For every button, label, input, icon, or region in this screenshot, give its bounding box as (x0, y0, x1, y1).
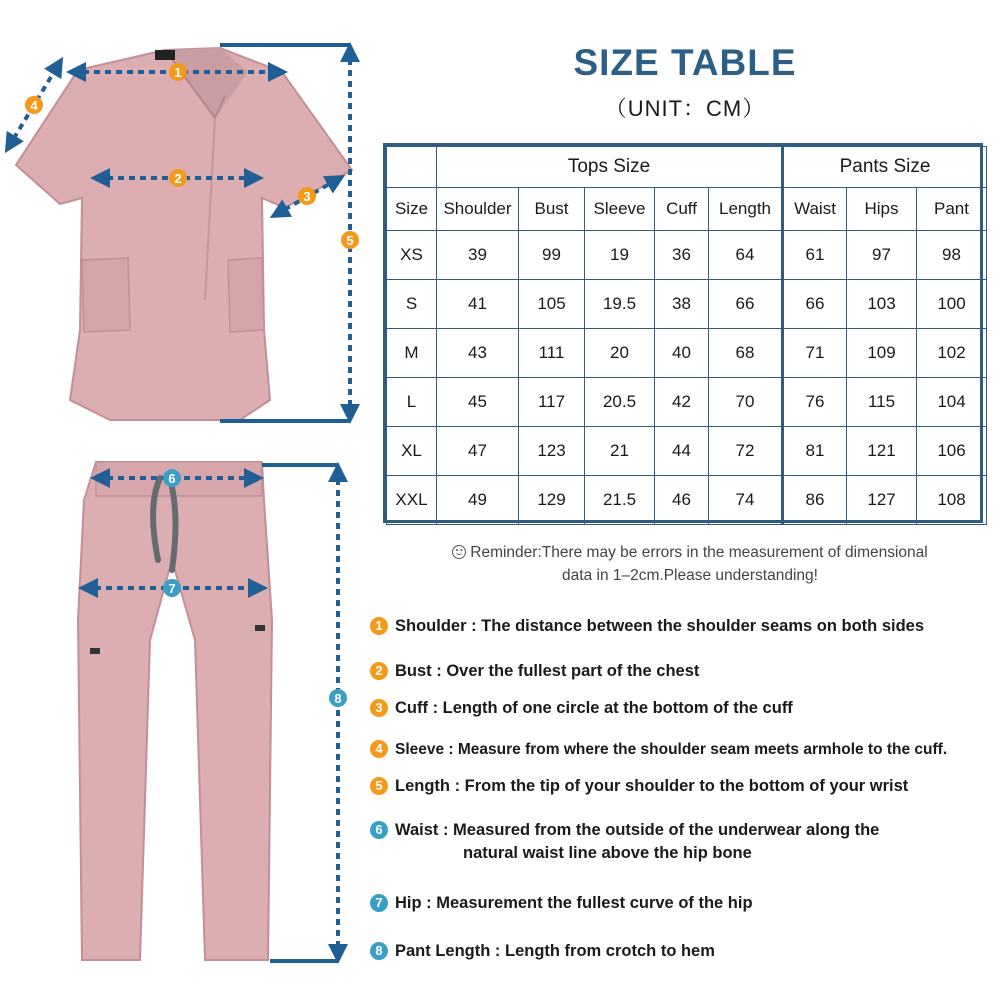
marker-7 (163, 579, 181, 597)
pants-size-header: Pants Size (783, 147, 987, 188)
legend-item-bust (370, 662, 699, 681)
svg-text:8: 8 (334, 691, 342, 706)
table-cell: 42 (655, 378, 709, 427)
legend-text: Bust : Over the fullest part of the chest (395, 662, 700, 680)
table-group-header-row (387, 147, 987, 188)
table-row (387, 378, 987, 427)
table-cell: 19 (585, 231, 655, 280)
table-cell: 129 (519, 476, 585, 525)
table-cell: 123 (519, 427, 585, 476)
table-cell: 44 (655, 427, 709, 476)
table-cell: 66 (783, 280, 847, 329)
legend-text: Cuff : Length of one circle at the bottom of the cuff (395, 699, 793, 717)
table-row (387, 476, 987, 525)
table-cell: 20.5 (585, 378, 655, 427)
table-row (387, 280, 987, 329)
number-badge-icon: 1 (370, 617, 388, 635)
table-row (387, 329, 987, 378)
table-cell: 104 (917, 378, 987, 427)
table-cell: XS (387, 231, 437, 280)
table-cell: 71 (783, 329, 847, 378)
table-cell: 20 (585, 329, 655, 378)
smiley-icon (452, 545, 466, 559)
table-cell: XXL (387, 476, 437, 525)
svg-text:3: 3 (303, 189, 311, 204)
number-badge-icon: 5 (370, 777, 388, 795)
table-cell: 98 (917, 231, 987, 280)
table-cell: 21 (585, 427, 655, 476)
number-badge-icon: 3 (370, 699, 388, 717)
table-cell: 115 (847, 378, 917, 427)
col-header: Pant (917, 188, 987, 231)
col-header: Hips (847, 188, 917, 231)
table-cell: 19.5 (585, 280, 655, 329)
svg-text:4: 4 (30, 98, 38, 113)
col-header: Size (387, 188, 437, 231)
table-cell: 74 (709, 476, 783, 525)
table-cell: 39 (437, 231, 519, 280)
col-header: Shoulder (437, 188, 519, 231)
table-cell: 47 (437, 427, 519, 476)
table-cell: 49 (437, 476, 519, 525)
col-header: Length (709, 188, 783, 231)
scrub-pants-illustration (78, 462, 272, 960)
corner-cell (387, 147, 437, 188)
col-header: Waist (783, 188, 847, 231)
legend-item-sleeve (370, 740, 947, 759)
table-cell: M (387, 329, 437, 378)
table-cell: 66 (709, 280, 783, 329)
table-cell: 105 (519, 280, 585, 329)
table-cell: 64 (709, 231, 783, 280)
number-badge-icon: 6 (370, 821, 388, 839)
col-header: Bust (519, 188, 585, 231)
legend-text: Waist : Measured from the outside of the underwear along the (395, 821, 880, 839)
table-cell: L (387, 378, 437, 427)
unit-label: （UNIT：CM） (604, 96, 766, 121)
legend-item-shoulder (370, 617, 924, 636)
legend-text: Length : From the tip of your shoulder to the bottom of your wrist (395, 777, 909, 795)
size-table (383, 143, 983, 523)
tops-size-header: Tops Size (437, 147, 783, 188)
table-cell: 41 (437, 280, 519, 329)
table-cell: 97 (847, 231, 917, 280)
table-cell: 109 (847, 329, 917, 378)
legend-item-hip (370, 894, 753, 913)
table-cell: 127 (847, 476, 917, 525)
table-cell: 81 (783, 427, 847, 476)
col-header: Cuff (655, 188, 709, 231)
table-cell: 106 (917, 427, 987, 476)
table-cell: 70 (709, 378, 783, 427)
reminder-note (400, 541, 980, 587)
table-cell: 46 (655, 476, 709, 525)
table-cell: 61 (783, 231, 847, 280)
number-badge-icon: 2 (370, 662, 388, 680)
col-header: Sleeve (585, 188, 655, 231)
marker-2 (169, 169, 187, 187)
svg-text:6: 6 (168, 471, 176, 486)
garment-illustration (0, 0, 380, 1000)
table-cell: 121 (847, 427, 917, 476)
legend-item-waist (370, 821, 879, 840)
svg-text:2: 2 (174, 171, 182, 186)
table-cell: S (387, 280, 437, 329)
table-cell: 72 (709, 427, 783, 476)
table-cell: XL (387, 427, 437, 476)
table-cell: 36 (655, 231, 709, 280)
legend-text: Hip : Measurement the fullest curve of the hip (395, 894, 753, 912)
table-cell: 21.5 (585, 476, 655, 525)
marker-3 (298, 187, 316, 205)
table-cell: 38 (655, 280, 709, 329)
page-title: SIZE TABLE (573, 42, 797, 83)
number-badge-icon: 7 (370, 894, 388, 912)
table-cell: 108 (917, 476, 987, 525)
legend-text: Shoulder : The distance between the shoulder seams on both sides (395, 617, 925, 635)
marker-1 (169, 63, 187, 81)
table-cell: 102 (917, 329, 987, 378)
table-column-header-row (387, 188, 987, 231)
table-cell: 111 (519, 329, 585, 378)
marker-6 (163, 469, 181, 487)
table-cell: 103 (847, 280, 917, 329)
number-badge-icon: 8 (370, 942, 388, 960)
svg-text:1: 1 (174, 65, 182, 80)
reminder-line-1: Reminder:There may be errors in the measurement of dimensional (470, 544, 928, 561)
legend-text: Pant Length : Length from crotch to hem (395, 942, 715, 960)
table-cell: 40 (655, 329, 709, 378)
legend-item-length (370, 777, 908, 796)
marker-4 (25, 96, 43, 114)
scrub-top-illustration (16, 48, 352, 420)
legend-item-pant-length (370, 942, 715, 961)
table-cell: 100 (917, 280, 987, 329)
table-cell: 99 (519, 231, 585, 280)
table-cell: 45 (437, 378, 519, 427)
table-cell: 86 (783, 476, 847, 525)
svg-text:7: 7 (168, 581, 176, 596)
svg-text:5: 5 (346, 233, 354, 248)
marker-5 (341, 231, 359, 249)
table-row (387, 231, 987, 280)
table-cell: 68 (709, 329, 783, 378)
table-cell: 76 (783, 378, 847, 427)
number-badge-icon: 4 (370, 740, 388, 758)
legend-text: Sleeve : Measure from where the shoulder seam meets armhole to the cuff. (395, 741, 948, 758)
legend-item-waist-continued: natural waist line above the hip bone (463, 844, 752, 862)
reminder-line-2: data in 1–2cm.Please understanding! (562, 567, 818, 584)
table-cell: 43 (437, 329, 519, 378)
marker-8 (329, 689, 347, 707)
legend-item-cuff (370, 699, 793, 718)
table-cell: 117 (519, 378, 585, 427)
table-row (387, 427, 987, 476)
